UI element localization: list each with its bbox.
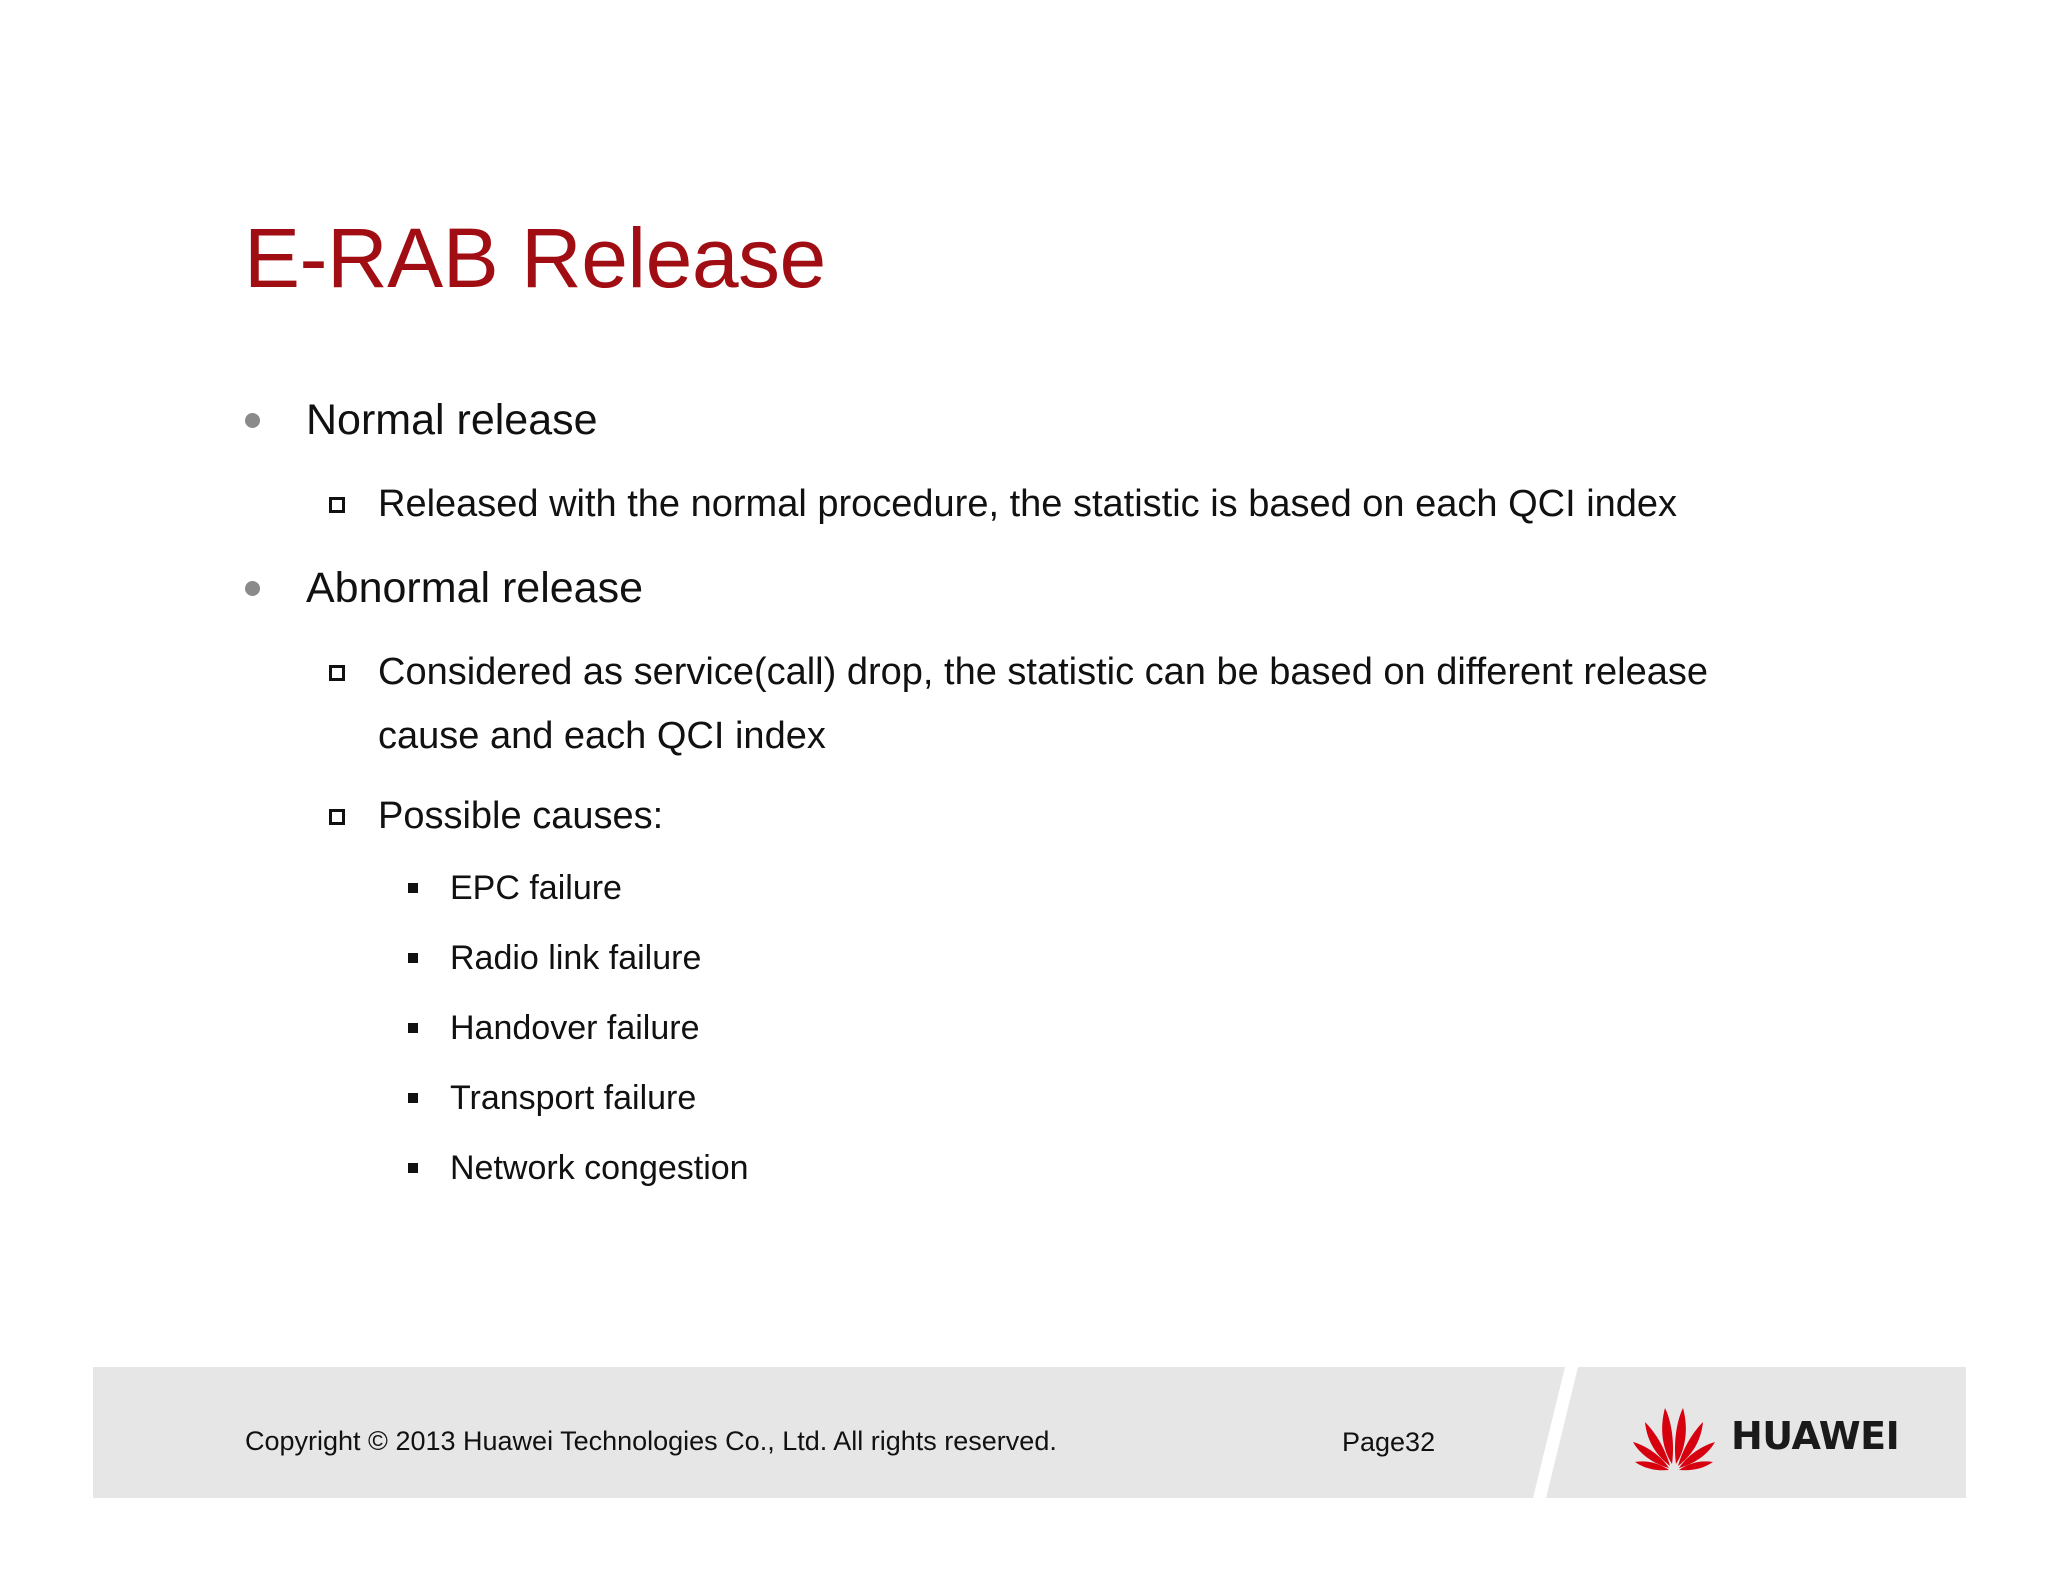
sub-bullet-text-line-1: Considered as service(call) drop, the statistic can be based on different release <box>378 651 1709 693</box>
filled-square-bullet-icon <box>408 1163 418 1173</box>
cause-item-text: Network congestion <box>450 1149 749 1187</box>
bullet-abnormal-release <box>306 562 643 614</box>
huawei-logo-text: HUAWEI <box>1731 1414 1900 1458</box>
sub-bullet-normal-procedure <box>378 472 1677 536</box>
round-bullet-icon <box>245 581 260 596</box>
cause-item <box>450 866 622 910</box>
cause-item-text: Radio link failure <box>450 939 702 977</box>
cause-item <box>450 1006 699 1050</box>
cause-item-text: EPC failure <box>450 869 622 907</box>
bullet-normal-release <box>306 394 598 446</box>
sub-bullet-possible-causes <box>378 784 663 848</box>
round-bullet-icon <box>245 413 260 428</box>
bullet-text: Abnormal release <box>306 564 644 612</box>
sub-bullet-text: Possible causes: <box>378 795 664 837</box>
huawei-logo <box>1629 1400 1909 1472</box>
copyright-text: Copyright © 2013 Huawei Technologies Co., Ltd. All rights reserved. <box>245 1426 1057 1456</box>
sub-bullet-text: Released with the normal procedure, the statistic is based on each QCI index <box>378 483 1678 525</box>
cause-item <box>450 1146 749 1190</box>
hollow-square-bullet-icon <box>329 809 345 825</box>
cause-item <box>450 936 701 980</box>
filled-square-bullet-icon <box>408 953 418 963</box>
sub-bullet-service-drop <box>378 640 1708 768</box>
cause-item-text: Transport failure <box>450 1079 697 1117</box>
slide-title: E-RAB Release <box>244 211 826 305</box>
cause-item <box>450 1076 696 1120</box>
filled-square-bullet-icon <box>408 1023 418 1033</box>
page-number: Page32 <box>1342 1427 1436 1457</box>
bullet-text: Normal release <box>306 396 598 444</box>
hollow-square-bullet-icon <box>329 665 345 681</box>
filled-square-bullet-icon <box>408 883 418 893</box>
huawei-flower-logo-icon <box>1629 1400 1719 1472</box>
hollow-square-bullet-icon <box>329 497 345 513</box>
cause-item-text: Handover failure <box>450 1009 700 1047</box>
sub-bullet-text-line-2: cause and each QCI index <box>378 715 826 757</box>
filled-square-bullet-icon <box>408 1093 418 1103</box>
